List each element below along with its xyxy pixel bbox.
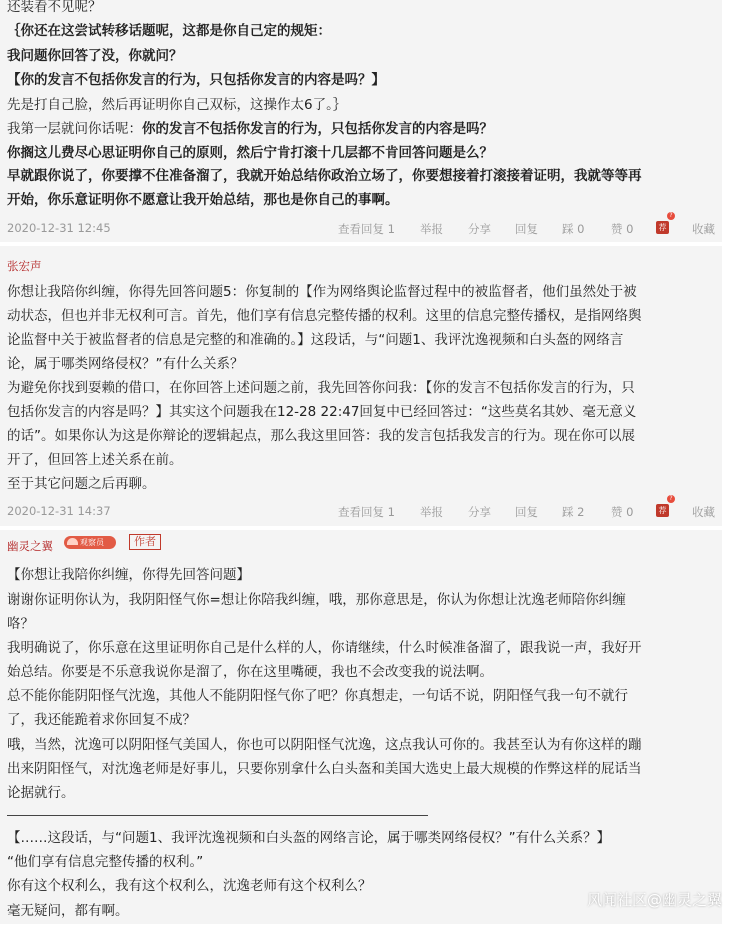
- timestamp: 2020-12-31 14:37: [7, 504, 111, 518]
- report-button[interactable]: 举报: [420, 222, 443, 236]
- comment-line: 你想让我陪你纠缠，你得先回答问题5：你复制的【作为网络舆论监督过程中的被监督者，他们虽然处于被: [7, 284, 637, 300]
- comment-line: 出来阴阳怪气，对沈逸老师是好事儿，只要你别拿什么白头盔和美国大选史上最大规模的作弊这样的屁话当: [7, 761, 642, 777]
- comment-line: 始总结。你要是不乐意我说你是溜了，你在这里嘴硬，我也不会改变我的说法啊。: [7, 664, 493, 680]
- favorite-button[interactable]: 收藏: [692, 505, 715, 519]
- comment-line: “他们享有信息完整传播的权利。”: [7, 854, 204, 870]
- comment-line: 咯？: [7, 616, 34, 632]
- report-button[interactable]: 举报: [420, 505, 443, 519]
- comment-line: 还装看不见呢？: [7, 0, 102, 15]
- comment-line: 哦，当然，沈逸可以阴阳怪气美国人，你也可以阴阳怪气沈逸，这点我认可你的。我甚至认为有你这样的蹦: [7, 737, 642, 753]
- reply-button[interactable]: 回复: [515, 222, 538, 236]
- comment-line-strong: 你的发言不包括你发言的行为，只包括你发言的内容是吗？: [142, 121, 493, 137]
- comment-line: 为避免你找到耍赖的借口，在你回答上述问题之前，我先回答你问我：【你的发言不包括你发言的行为，只: [7, 380, 635, 396]
- view-replies-button[interactable]: 查看回复 1: [338, 222, 395, 236]
- like-button[interactable]: 赞 0: [611, 505, 634, 519]
- comment-line: 毫无疑问，都有啊。: [7, 903, 129, 919]
- comment-line: 早就跟你说了，你要撑不住准备溜了，我就开始总结你政治立场了，你要想接着打滚接着证明，我就等等再: [7, 168, 642, 184]
- comment-line: 了，我还能跪着求你回复不成？: [7, 712, 196, 728]
- comment-line: 总不能你能阴阳怪气沈逸，其他人不能阴阳怪气你了吧？你真想走，一句话不说，阴阳怪气我一句不就行: [7, 688, 628, 704]
- comment-line: ｛你还在这尝试转移话题呢，这都是你自己定的规矩：: [7, 23, 331, 39]
- fan-icon: [67, 538, 78, 545]
- comment-meta-row: [0, 212, 722, 238]
- comment-line-plain: 我第一层就问你话呢：: [7, 121, 142, 137]
- comment-line: 的话”。如果你认为这是你辩论的逻辑起点，那么我这里回答：我的发言包括我发言的行为。现在你可以展: [7, 428, 635, 444]
- timestamp: 2020-12-31 12:45: [7, 221, 111, 235]
- comment-line: 【你想让我陪你纠缠，你得先回答问题】: [7, 567, 250, 583]
- like-button[interactable]: 赞 0: [611, 222, 634, 236]
- share-button[interactable]: 分享: [468, 222, 491, 236]
- comment-meta-row: [0, 495, 722, 521]
- view-replies-button[interactable]: 查看回复 1: [338, 505, 395, 519]
- author-name[interactable]: 张宏声: [7, 259, 42, 273]
- comment-line: 论监督中关于被监督者的信息是完整的和准确的。】这段话，与“问题1、我评沈逸视频和白头盔的网络言: [7, 332, 624, 348]
- comment-line-mixed: [7, 119, 716, 139]
- comment-line: 动状态，但也并非无权利可言。首先，他们享有信息完整传播的权利。这里的信息完整传播权，是指网络舆: [7, 308, 642, 324]
- dislike-button[interactable]: 踩 0: [562, 222, 585, 236]
- watermark: 风闻社区@幽灵之翼: [586, 891, 722, 909]
- comment-line: 谢谢你证明你认为，我阴阳怪气你=想让你陪我纠缠，哦，那你意思是，你认为你想让沈逸老师陪你纠缠: [7, 592, 626, 608]
- dislike-button[interactable]: 踩 2: [562, 505, 585, 519]
- comment-line: 【……这段话，与“问题1、我评沈逸视频和白头盔的网络言论，属于哪类网络侵权？”有什么关系？】: [7, 830, 611, 846]
- comment-line: 论据就行。: [7, 785, 75, 801]
- comment-line: 论，属于哪类网络侵权？”有什么关系？: [7, 356, 244, 372]
- divider: [7, 815, 428, 816]
- comment-line: 【你的发言不包括你发言的行为，只包括你发言的内容是吗？】: [7, 72, 385, 88]
- comment-card-2: [0, 246, 722, 528]
- comment-line: 包括你发言的内容是吗？】其实这个问题我在12-28 22:47回复中已经回答过：“这些莫名其妙、毫无意义: [7, 404, 637, 420]
- share-button[interactable]: 分享: [468, 505, 491, 519]
- favorite-button[interactable]: 收藏: [692, 222, 715, 236]
- reply-button[interactable]: 回复: [515, 505, 538, 519]
- author-name[interactable]: 幽灵之翼: [7, 539, 53, 553]
- comment-line: 你搁这儿费尽心思证明你自己的原则，然后宁肯打滚十几层都不肯回答问题是么？: [7, 145, 493, 161]
- comment-card-1: [0, 0, 722, 244]
- comment-card-3: [0, 530, 722, 926]
- comment-line: 开始，你乐意证明你不愿意让我开始总结，那也是你自己的事啊。: [7, 192, 399, 208]
- comment-line: 开了，但回答上述关系在前。: [7, 452, 183, 468]
- comment-line: 我明确说了，你乐意在这里证明你自己是什么样的人，你请继续，什么时候准备溜了，跟我说一声，我好开: [7, 640, 642, 656]
- author-badge: 作者: [129, 534, 161, 550]
- comment-line: 先是打自己脸，然后再证明你自己双标，这操作太6了。｝: [7, 97, 347, 113]
- comment-line: 我问题你回答了没，你就问？: [7, 48, 183, 64]
- observer-badge-label: 观察员: [80, 538, 104, 547]
- recommend-icon[interactable]: 荐: [656, 504, 669, 517]
- recommend-dot-icon: ?: [667, 212, 675, 220]
- recommend-icon[interactable]: 荐: [656, 221, 669, 234]
- comment-line: 至于其它问题之后再聊。: [7, 476, 156, 492]
- observer-badge: [64, 536, 116, 549]
- comment-line: 你有这个权利么，我有这个权利么，沈逸老师有这个权利么？: [7, 878, 372, 894]
- recommend-dot-icon: ?: [667, 495, 675, 503]
